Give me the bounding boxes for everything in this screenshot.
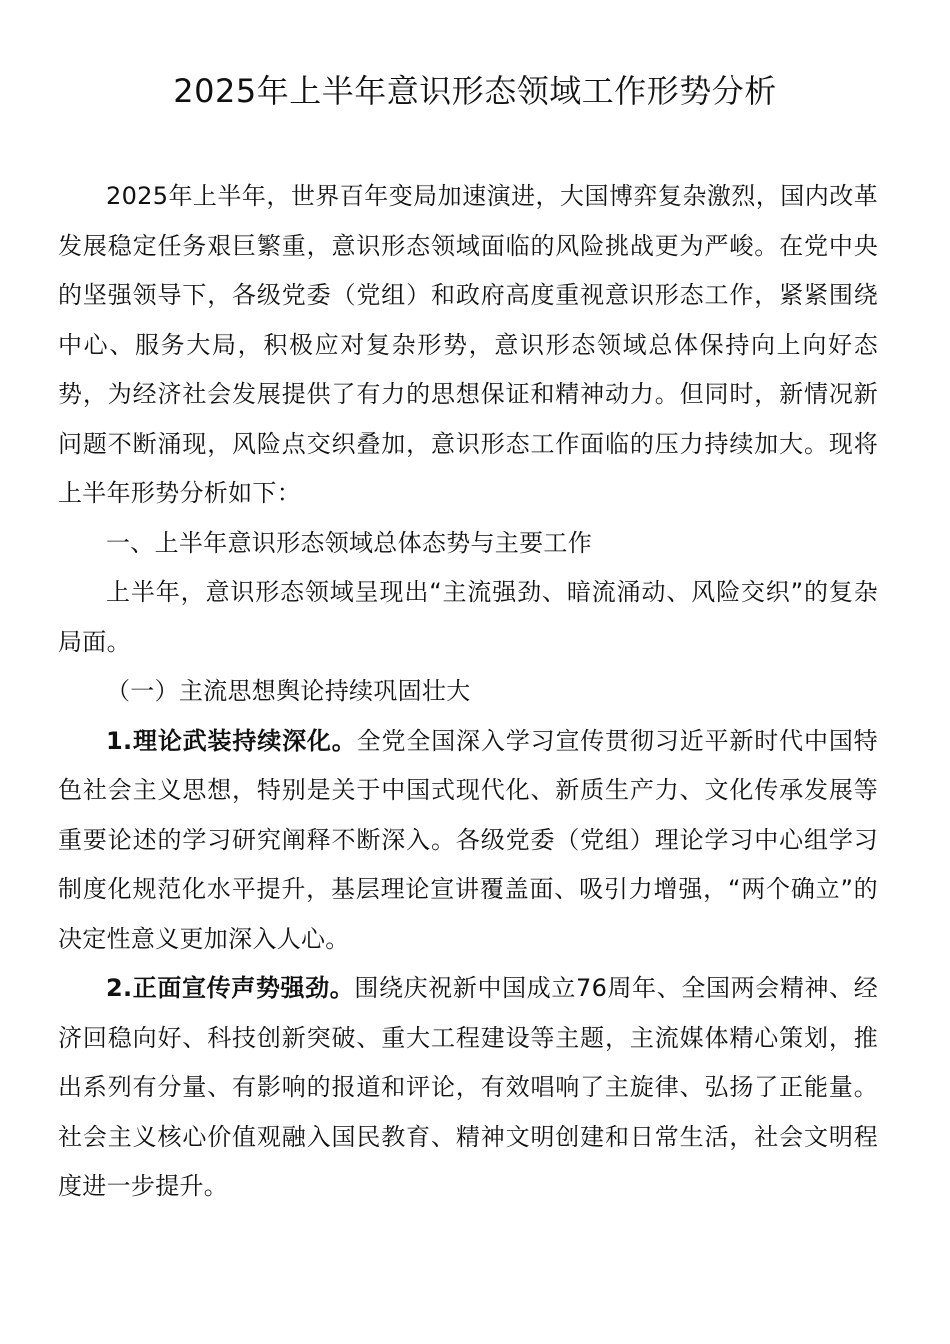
section-heading-1 (58, 519, 878, 569)
point-lead: 1.理论武装持续深化。 (106, 726, 357, 755)
paragraph-text: 围绕庆祝新中国成立76周年、全国两会精神、经济回稳向好、科技创新突破、重大工程建设等主题，主流媒体精心策划，推出系列有分量、有影响的报道和评论，有效唱响了主旋律、弘扬了正能量。社会主义核心价值观融入国民教育、精神文明创建和日常生活，社会文明程度进一步提升。 (58, 974, 879, 1200)
document-title: 2025年上半年意识形态领域工作形势分析 (173, 72, 777, 110)
point-lead: 2.正面宣传声势强劲。 (106, 974, 355, 1002)
subsection-heading-1 (58, 667, 878, 717)
paragraph-text: 2025年上半年，世界百年变局加速演进，大国博弈复杂激烈，国内改革发展稳定任务艰巨繁重，意识形态领域面临的风险挑战更为严峻。在党中央的坚强领导下，各级党委（党组）和政府高度重视意识形态工作，紧紧围绕中心、服务大局，积极应对复杂形势，意识形态领域总体保持向上向好态势，为经济社会发展提供了有力的思想保证和精神动力。但同时，新情况新问题不断涌现，风险点交织叠加，意识形态工作面临的压力持续加大。现将上半年形势分析如下： (58, 182, 878, 507)
intro-paragraph (58, 172, 878, 519)
paragraph-text: 上半年，意识形态领域呈现出“主流强劲、暗流涌动、风险交织”的复杂局面。 (58, 578, 878, 656)
section-summary-paragraph (58, 568, 878, 667)
paragraph-text: 全党全国深入学习宣传贯彻习近平新时代中国特色社会主义思想，特别是关于中国式现代化、新质生产力、文化传承发展等重要论述的学习研究阐释不断深入。各级党委（党组）理论学习中心组学习制度化规范化水平提升，基层理论宣讲覆盖面、吸引力增强，“两个确立”的决定性意义更加深入人心。 (58, 726, 878, 953)
paragraph-text: （一）主流思想舆论持续巩固壮大 (106, 677, 471, 705)
point-paragraph-2 (58, 964, 878, 1212)
paragraph-text: 一、上半年意识形态领域总体态势与主要工作 (106, 528, 592, 557)
title-spacer (58, 120, 878, 172)
point-paragraph-1 (58, 717, 878, 965)
